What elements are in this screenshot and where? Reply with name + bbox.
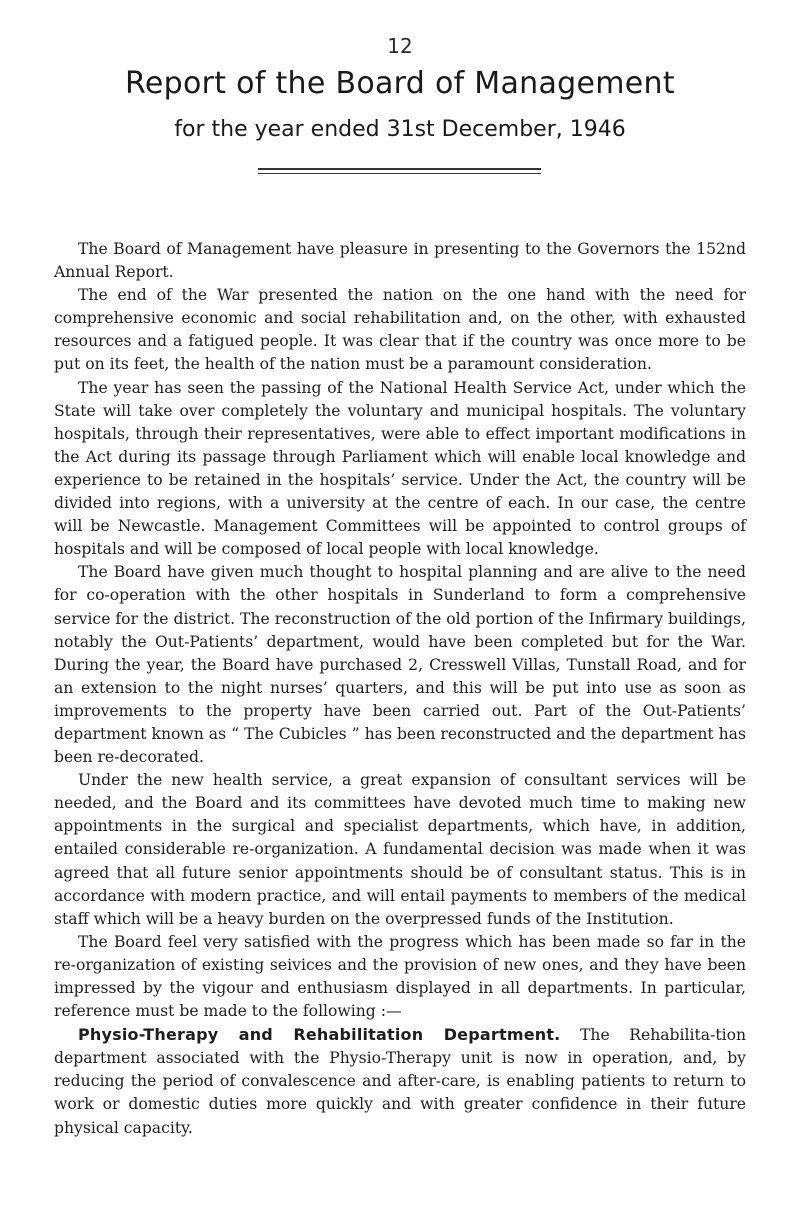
physio-therapy-text: The Rehabilita-tion department associated with the Physio-Therapy unit is now in operation, and, by reducing the period of convalescence and after-care, is enabling patients to return to work or domestic duties more quickly and with greater confidence in their future physical capacity. bbox=[54, 1026, 747, 1137]
page-number: 12 bbox=[387, 34, 413, 58]
title-divider-thin bbox=[258, 173, 541, 174]
title-divider-thick bbox=[258, 168, 541, 170]
section-heading-physio-therapy: Physio-Therapy and Rehabilitation Department. bbox=[78, 1025, 561, 1045]
paragraph-intro: The Board of Management have pleasure in presenting to the Governors the 152nd Annual Report. bbox=[54, 240, 746, 282]
paragraph-consultant-services: Under the new health service, a great expansion of consultant services will be needed, and the Board and its committees have devoted much time to making new appointments in the surgical and specialist departments, which have, in addition, entailed considerable re-organization. A fundamental decision was made when it was agreed that all future senior appointments should be of consultant status. This is in accordance with modern practice, and will entail payments to members of the medical staff which will be a heavy burden on the overpressed funds of the Institution. bbox=[54, 771, 746, 928]
paragraph-nhs-act: The year has seen the passing of the National Health Service Act, under which the State will take over completely the voluntary and municipal hospitals. The voluntary hospitals, through their representatives, were able to effect important modifications in the Act during its passage through Parliament which will enable local knowledge and experience to be retained in the hospitals’ service. Under the Act, the country will be divided into regions, with a university at the centre of each. In our case, the centre will be Newcastle. Management Committees will be appointed to control groups of hospitals and will be composed of local people with local knowledge. bbox=[54, 378, 746, 559]
page-subtitle: for the year ended 31st December, 1946 bbox=[174, 117, 626, 142]
paragraph-progress: The Board feel very satisfied with the progress which has been made so far in the re-organization of existing seivices and the provision of new ones, and they have been impressed by the vigour and enthusiasm displayed in all departments. In particular, reference must be made to the following :— bbox=[54, 932, 746, 1021]
paragraph-physio-therapy bbox=[54, 1023, 746, 1139]
paragraph-hospital-planning: The Board have given much thought to hospital planning and are alive to the need for co-operation with the other hospitals in Sunderland to form a comprehensive service for the district. The reconstruction of the old portion of the Infirmary buildings, notably the Out-Patients’ department, would have been completed but for the War. During the year, the Board have purchased 2, Cresswell Villas, Tunstall Road, and for an extension to the night nurses’ quarters, and this will be put into use as soon as improvements to the property have been carried out. Part of the Out-Patients’ department known as “ The Cubicles ” has been reconstructed and the department has been re-decorated. bbox=[54, 563, 746, 767]
report-body bbox=[54, 238, 746, 1140]
page-title: Report of the Board of Management bbox=[125, 66, 675, 101]
paragraph-post-war: The end of the War presented the nation on the one hand with the need for comprehensive economic and social rehabilitation and, on the other, with exhausted resources and a fatigued people. It was clear that if the country was once more to be put on its feet, the health of the nation must be a paramount consideration. bbox=[54, 286, 746, 374]
